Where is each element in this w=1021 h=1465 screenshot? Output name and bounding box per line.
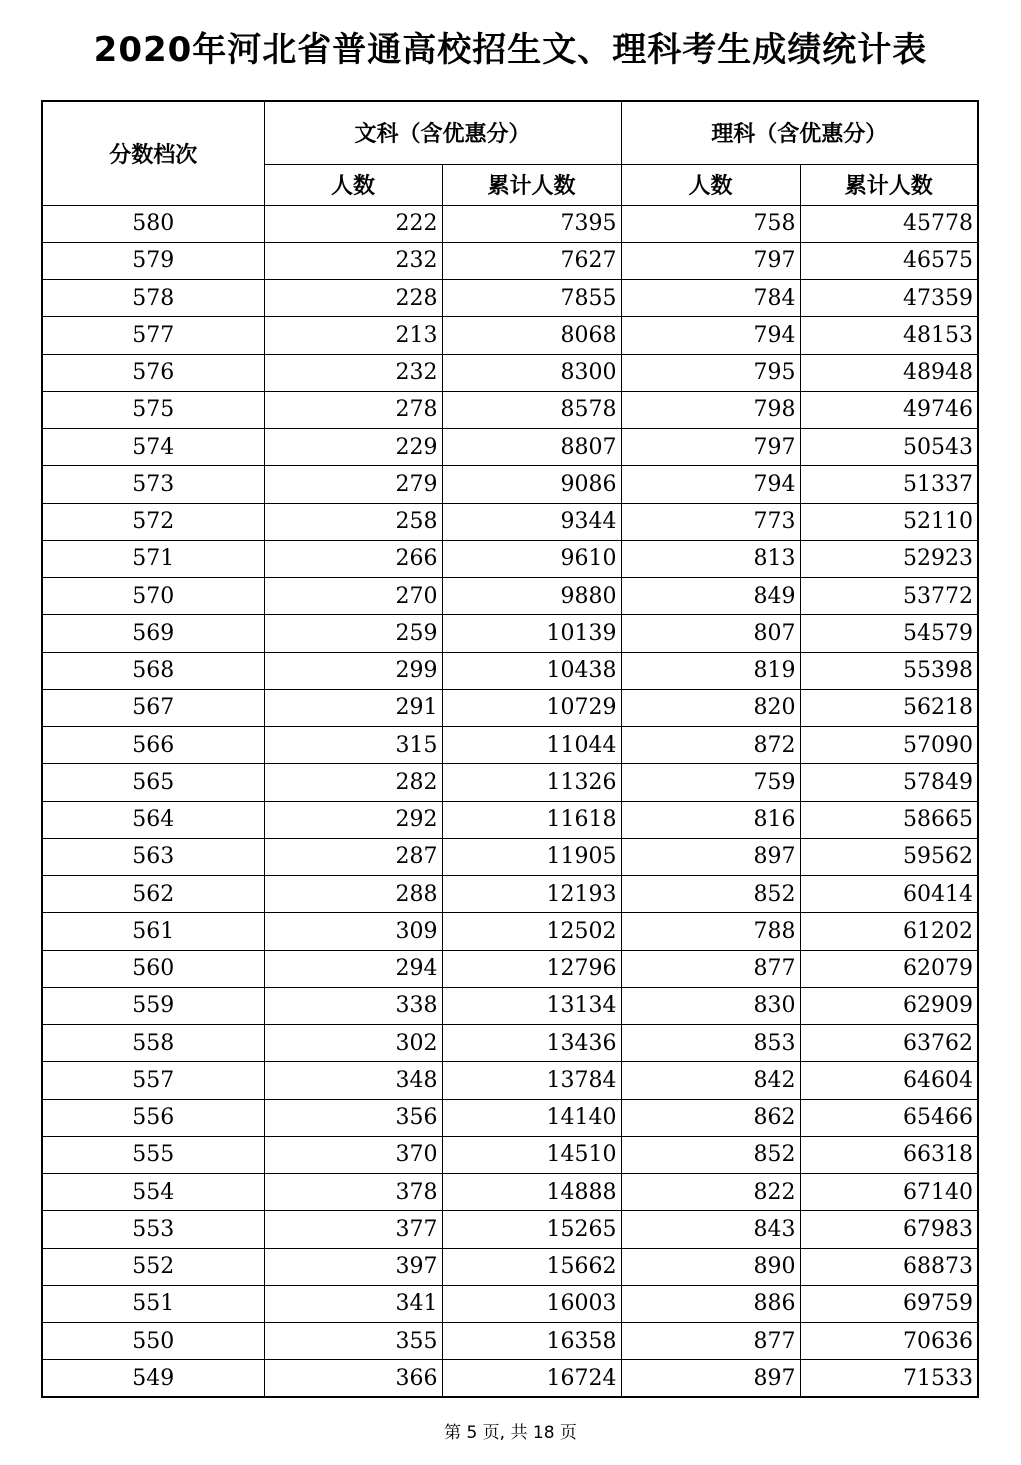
cell-science-cumulative: 61202 — [800, 913, 978, 950]
cell-score: 549 — [42, 1360, 264, 1397]
cell-science-cumulative: 55398 — [800, 652, 978, 689]
cell-science-count: 798 — [621, 391, 800, 428]
cell-science-count: 784 — [621, 280, 800, 317]
cell-arts-count: 315 — [264, 727, 442, 764]
cell-science-cumulative: 62079 — [800, 950, 978, 987]
header-score-level: 分数档次 — [42, 101, 264, 205]
cell-arts-cumulative: 16358 — [442, 1323, 621, 1360]
cell-arts-count: 222 — [264, 205, 442, 242]
cell-score: 553 — [42, 1211, 264, 1248]
cell-science-count: 830 — [621, 987, 800, 1024]
cell-arts-cumulative: 10139 — [442, 615, 621, 652]
cell-science-count: 797 — [621, 429, 800, 466]
cell-science-count: 877 — [621, 950, 800, 987]
cell-science-count: 816 — [621, 801, 800, 838]
table-row — [42, 578, 978, 615]
score-table — [41, 100, 979, 1398]
cell-science-count: 820 — [621, 689, 800, 726]
header-science-cumulative: 累计人数 — [800, 164, 978, 205]
page-footer: 第 5 页, 共 18 页 — [444, 1423, 577, 1443]
cell-score: 579 — [42, 242, 264, 279]
cell-science-cumulative: 50543 — [800, 429, 978, 466]
cell-score: 569 — [42, 615, 264, 652]
table-row — [42, 429, 978, 466]
cell-science-count: 807 — [621, 615, 800, 652]
cell-score: 551 — [42, 1285, 264, 1322]
cell-science-count: 890 — [621, 1248, 800, 1285]
cell-arts-cumulative: 14140 — [442, 1099, 621, 1136]
cell-score: 555 — [42, 1136, 264, 1173]
cell-score: 563 — [42, 838, 264, 875]
cell-science-count: 852 — [621, 1136, 800, 1173]
cell-arts-cumulative: 15265 — [442, 1211, 621, 1248]
cell-arts-cumulative: 13436 — [442, 1025, 621, 1062]
cell-arts-count: 229 — [264, 429, 442, 466]
cell-arts-cumulative: 9610 — [442, 540, 621, 577]
cell-arts-count: 294 — [264, 950, 442, 987]
cell-score: 560 — [42, 950, 264, 987]
cell-science-count: 797 — [621, 242, 800, 279]
cell-science-count: 758 — [621, 205, 800, 242]
cell-science-cumulative: 63762 — [800, 1025, 978, 1062]
cell-arts-cumulative: 11618 — [442, 801, 621, 838]
cell-science-cumulative: 70636 — [800, 1323, 978, 1360]
cell-science-cumulative: 57849 — [800, 764, 978, 801]
cell-arts-count: 270 — [264, 578, 442, 615]
cell-science-cumulative: 59562 — [800, 838, 978, 875]
cell-science-cumulative: 52923 — [800, 540, 978, 577]
cell-science-count: 794 — [621, 317, 800, 354]
cell-score: 565 — [42, 764, 264, 801]
cell-science-cumulative: 60414 — [800, 876, 978, 913]
table-row — [42, 764, 978, 801]
cell-arts-count: 355 — [264, 1323, 442, 1360]
table-row — [42, 652, 978, 689]
cell-arts-count: 341 — [264, 1285, 442, 1322]
cell-arts-count: 292 — [264, 801, 442, 838]
cell-science-count: 842 — [621, 1062, 800, 1099]
cell-science-count: 853 — [621, 1025, 800, 1062]
cell-arts-count: 258 — [264, 503, 442, 540]
cell-score: 570 — [42, 578, 264, 615]
cell-science-cumulative: 57090 — [800, 727, 978, 764]
cell-arts-count: 278 — [264, 391, 442, 428]
table-row — [42, 1285, 978, 1322]
table-row — [42, 1174, 978, 1211]
cell-arts-cumulative: 9344 — [442, 503, 621, 540]
cell-score: 578 — [42, 280, 264, 317]
cell-arts-count: 299 — [264, 652, 442, 689]
cell-arts-count: 338 — [264, 987, 442, 1024]
cell-arts-count: 259 — [264, 615, 442, 652]
table-row — [42, 1211, 978, 1248]
cell-arts-cumulative: 9086 — [442, 466, 621, 503]
cell-arts-cumulative: 11044 — [442, 727, 621, 764]
cell-arts-count: 348 — [264, 1062, 442, 1099]
cell-science-count: 852 — [621, 876, 800, 913]
cell-arts-count: 377 — [264, 1211, 442, 1248]
cell-science-cumulative: 54579 — [800, 615, 978, 652]
cell-arts-cumulative: 16003 — [442, 1285, 621, 1322]
table-row — [42, 689, 978, 726]
cell-science-cumulative: 66318 — [800, 1136, 978, 1173]
cell-arts-cumulative: 11905 — [442, 838, 621, 875]
table-row — [42, 1248, 978, 1285]
cell-arts-cumulative: 7855 — [442, 280, 621, 317]
cell-science-cumulative: 47359 — [800, 280, 978, 317]
cell-science-cumulative: 68873 — [800, 1248, 978, 1285]
cell-science-cumulative: 52110 — [800, 503, 978, 540]
cell-score: 550 — [42, 1323, 264, 1360]
cell-arts-count: 356 — [264, 1099, 442, 1136]
header-arts-count: 人数 — [264, 164, 442, 205]
cell-science-cumulative: 56218 — [800, 689, 978, 726]
table-row — [42, 1323, 978, 1360]
table-row — [42, 1360, 978, 1397]
cell-science-cumulative: 46575 — [800, 242, 978, 279]
cell-science-count: 795 — [621, 354, 800, 391]
table-row — [42, 1136, 978, 1173]
cell-arts-cumulative: 8578 — [442, 391, 621, 428]
cell-score: 575 — [42, 391, 264, 428]
cell-score: 566 — [42, 727, 264, 764]
table-body — [42, 205, 978, 1397]
cell-arts-count: 232 — [264, 354, 442, 391]
table-row — [42, 801, 978, 838]
cell-arts-cumulative: 14888 — [442, 1174, 621, 1211]
cell-arts-cumulative: 12502 — [442, 913, 621, 950]
table-row — [42, 838, 978, 875]
table-row — [42, 1025, 978, 1062]
cell-score: 564 — [42, 801, 264, 838]
cell-arts-count: 378 — [264, 1174, 442, 1211]
cell-score: 558 — [42, 1025, 264, 1062]
cell-science-count: 897 — [621, 838, 800, 875]
cell-science-count: 813 — [621, 540, 800, 577]
cell-score: 580 — [42, 205, 264, 242]
cell-arts-cumulative: 11326 — [442, 764, 621, 801]
cell-science-count: 886 — [621, 1285, 800, 1322]
cell-arts-cumulative: 12193 — [442, 876, 621, 913]
cell-science-count: 788 — [621, 913, 800, 950]
cell-science-count: 822 — [621, 1174, 800, 1211]
cell-score: 567 — [42, 689, 264, 726]
cell-score: 576 — [42, 354, 264, 391]
table-row — [42, 242, 978, 279]
cell-science-count: 843 — [621, 1211, 800, 1248]
cell-arts-count: 397 — [264, 1248, 442, 1285]
cell-science-cumulative: 65466 — [800, 1099, 978, 1136]
cell-score: 568 — [42, 652, 264, 689]
cell-arts-count: 291 — [264, 689, 442, 726]
cell-science-cumulative: 71533 — [800, 1360, 978, 1397]
header-arts-cumulative: 累计人数 — [442, 164, 621, 205]
header-science: 理科（含优惠分） — [621, 101, 978, 164]
cell-arts-count: 309 — [264, 913, 442, 950]
cell-arts-cumulative: 7627 — [442, 242, 621, 279]
table-row — [42, 1099, 978, 1136]
cell-science-count: 759 — [621, 764, 800, 801]
table-row — [42, 280, 978, 317]
cell-science-cumulative: 64604 — [800, 1062, 978, 1099]
cell-science-count: 877 — [621, 1323, 800, 1360]
cell-science-cumulative: 62909 — [800, 987, 978, 1024]
cell-score: 552 — [42, 1248, 264, 1285]
cell-arts-count: 282 — [264, 764, 442, 801]
cell-arts-cumulative: 7395 — [442, 205, 621, 242]
cell-arts-count: 213 — [264, 317, 442, 354]
cell-science-cumulative: 67140 — [800, 1174, 978, 1211]
cell-arts-count: 370 — [264, 1136, 442, 1173]
cell-science-cumulative: 49746 — [800, 391, 978, 428]
cell-arts-cumulative: 15662 — [442, 1248, 621, 1285]
cell-score: 571 — [42, 540, 264, 577]
page-title: 2020年河北省普通高校招生文、理科考生成绩统计表 — [93, 30, 928, 70]
cell-score: 561 — [42, 913, 264, 950]
cell-score: 562 — [42, 876, 264, 913]
table-row — [42, 876, 978, 913]
cell-science-cumulative: 51337 — [800, 466, 978, 503]
cell-science-cumulative: 48948 — [800, 354, 978, 391]
cell-score: 574 — [42, 429, 264, 466]
cell-arts-cumulative: 13784 — [442, 1062, 621, 1099]
cell-science-count: 794 — [621, 466, 800, 503]
table-row — [42, 615, 978, 652]
cell-arts-cumulative: 8807 — [442, 429, 621, 466]
table-row — [42, 727, 978, 764]
cell-science-cumulative: 67983 — [800, 1211, 978, 1248]
cell-score: 577 — [42, 317, 264, 354]
table-row — [42, 317, 978, 354]
cell-arts-cumulative: 8300 — [442, 354, 621, 391]
cell-science-count: 773 — [621, 503, 800, 540]
table-row — [42, 950, 978, 987]
cell-science-count: 849 — [621, 578, 800, 615]
table-row — [42, 354, 978, 391]
cell-science-cumulative: 45778 — [800, 205, 978, 242]
cell-arts-count: 302 — [264, 1025, 442, 1062]
table-row — [42, 987, 978, 1024]
table-row — [42, 913, 978, 950]
cell-science-cumulative: 69759 — [800, 1285, 978, 1322]
cell-arts-cumulative: 9880 — [442, 578, 621, 615]
cell-arts-cumulative: 16724 — [442, 1360, 621, 1397]
cell-arts-count: 287 — [264, 838, 442, 875]
cell-arts-count: 279 — [264, 466, 442, 503]
cell-arts-count: 232 — [264, 242, 442, 279]
cell-score: 557 — [42, 1062, 264, 1099]
cell-science-cumulative: 58665 — [800, 801, 978, 838]
cell-score: 559 — [42, 987, 264, 1024]
cell-arts-count: 266 — [264, 540, 442, 577]
header-liberal-arts: 文科（含优惠分） — [264, 101, 621, 164]
table-row — [42, 466, 978, 503]
table-row — [42, 540, 978, 577]
cell-arts-cumulative: 10438 — [442, 652, 621, 689]
table-row — [42, 503, 978, 540]
header-science-count: 人数 — [621, 164, 800, 205]
table-row — [42, 205, 978, 242]
cell-arts-cumulative: 10729 — [442, 689, 621, 726]
cell-science-cumulative: 53772 — [800, 578, 978, 615]
cell-arts-cumulative: 13134 — [442, 987, 621, 1024]
cell-arts-cumulative: 8068 — [442, 317, 621, 354]
cell-science-cumulative: 48153 — [800, 317, 978, 354]
cell-arts-count: 228 — [264, 280, 442, 317]
cell-score: 572 — [42, 503, 264, 540]
cell-arts-cumulative: 12796 — [442, 950, 621, 987]
cell-score: 573 — [42, 466, 264, 503]
cell-science-count: 872 — [621, 727, 800, 764]
cell-science-count: 862 — [621, 1099, 800, 1136]
cell-arts-cumulative: 14510 — [442, 1136, 621, 1173]
cell-arts-count: 366 — [264, 1360, 442, 1397]
table-row — [42, 1062, 978, 1099]
cell-score: 556 — [42, 1099, 264, 1136]
table-row — [42, 391, 978, 428]
cell-science-count: 897 — [621, 1360, 800, 1397]
cell-arts-count: 288 — [264, 876, 442, 913]
cell-science-count: 819 — [621, 652, 800, 689]
cell-score: 554 — [42, 1174, 264, 1211]
